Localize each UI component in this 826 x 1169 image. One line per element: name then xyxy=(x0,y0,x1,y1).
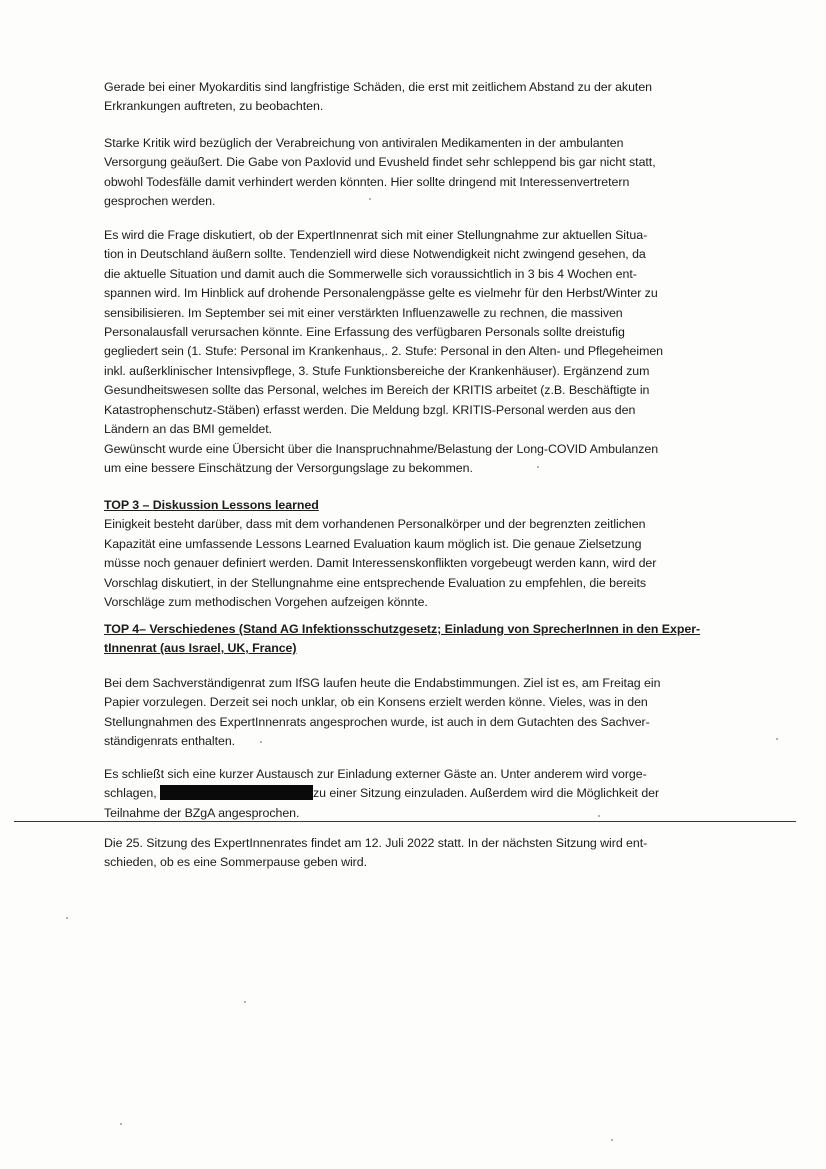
paragraph-guests xyxy=(104,765,716,823)
text-line: Personalausfall verursachen könnte. Eine Erfassung des verfügbaren Personals sollte dreistufig xyxy=(104,325,625,340)
text-line: Gerade bei einer Myokarditis sind langfristige Schäden, die erst mit zeitlichem Abstand zu der akuten xyxy=(104,80,652,94)
section-heading-top4 xyxy=(104,620,716,659)
text-line: müsse noch genauer definiert werden. Damit Interessenskonflikten vorgebeugt werden kann, wird der xyxy=(104,556,657,571)
paragraph-ifsg xyxy=(104,674,716,752)
text-line: Einigkeit besteht darüber, dass mit dem vorhandenen Personalkörper und der begrenzten zeitlichen xyxy=(104,517,646,532)
text-line: spannen wird. Im Hinblick auf drohende Personalengpässe gelte es vielmehr für den Herbst/Winter zu xyxy=(104,286,658,301)
scan-speck xyxy=(120,1123,122,1125)
text-line: die aktuelle Situation und damit auch die Sommerwelle sich voraussichtlich in 3 bis 4 Wochen ent- xyxy=(104,266,637,281)
section-heading-top3: TOP 3 – Diskussion Lessons learned xyxy=(104,498,319,512)
scan-speck xyxy=(611,1139,613,1141)
text-line: Erkrankungen auftreten, zu beobachten. xyxy=(104,99,324,114)
text-line: schieden, ob es eine Sommerpause geben wird. xyxy=(104,855,367,870)
scan-speck xyxy=(776,738,778,740)
text-line: Bei dem Sachverständigenrat zum IfSG laufen heute die Endabstimmungen. Ziel ist es, am Freitag ein xyxy=(104,676,661,690)
text-fragment: zu einer Sitzung einzuladen. Außerdem wird die Möglichkeit der xyxy=(312,786,660,801)
scan-speck xyxy=(369,198,371,200)
text-line: Versorgung geäußert. Die Gabe von Paxlovid und Evusheld findet sehr schleppend bis gar nicht statt, xyxy=(104,155,656,170)
redaction-bar xyxy=(160,785,313,800)
text-line: gesprochen werden. xyxy=(104,194,216,209)
text-line: gegliedert sein (1. Stufe: Personal im Krankenhaus,. 2. Stufe: Personal in den Alten- und Pflegeheimen xyxy=(104,344,664,359)
paragraph-statement-discussion xyxy=(104,226,716,439)
paragraph-antivirals xyxy=(104,134,716,212)
scan-speck xyxy=(598,815,600,817)
heading-line: tInnenrat (aus Israel, UK, France) xyxy=(104,641,297,656)
text-line: Papier vorzulegen. Derzeit sei noch unklar, ob ein Konsens erzielt werden könne. Vieles, was in den xyxy=(104,695,648,710)
text-line: inkl. außerklinischer Intensivpflege, 3. Stufe Funktionsbereiche der Krankenhäuser). Ergänzend zum xyxy=(104,363,650,378)
text-fragment: schlagen, xyxy=(104,786,160,801)
heading-line: TOP 4– Verschiedenes (Stand AG Infektionsschutzgesetz; Einladung von SprecherInnen in den Exper- xyxy=(104,622,701,636)
text-line: Katastrophenschutz-Stäben) erfasst werden. Die Meldung bzgl. KRITIS-Personal werden aus den xyxy=(104,402,636,417)
paragraph-long-covid xyxy=(104,440,716,479)
text-line: Es schließt sich eine kurzer Austausch zur Einladung externer Gäste an. Unter anderem wird vorge- xyxy=(104,767,647,781)
text-line: Gesundheitswesen sollte das Personal, welches im Bereich der KRITIS arbeitet (z.B. Beschäftigte in xyxy=(104,383,650,398)
text-line: Vorschlag diskutiert, in der Stellungnahme eine entsprechende Evaluation zu empfehlen, die bereits xyxy=(104,575,647,590)
text-line: obwohl Todesfälle damit verhindert werden könnten. Hier sollte dringend mit Interessenvertretern xyxy=(104,174,630,189)
scan-speck xyxy=(244,1001,246,1003)
paragraph-myokarditis xyxy=(104,78,716,117)
scan-speck xyxy=(260,741,262,743)
text-line: Starke Kritik wird bezüglich der Verabreichung von antiviralen Medikamenten in der ambulanten xyxy=(104,136,624,150)
text-line: Die 25. Sitzung des ExpertInnenrates findet am 12. Juli 2022 statt. In der nächsten Sitzung wird ent- xyxy=(104,836,648,850)
horizontal-divider xyxy=(14,821,796,822)
text-line: sensibilisieren. Im September sei mit einer verstärkten Influenzawelle zu rechnen, die massiven xyxy=(104,305,623,320)
text-line: Vorschläge zum methodischen Vorgehen aufzeigen könnte. xyxy=(104,595,428,610)
text-line: Stellungnahmen des ExpertInnenrats angesprochen wurde, ist auch in dem Gutachten des Sachver- xyxy=(104,714,650,729)
text-line: Gewünscht wurde eine Übersicht über die Inanspruchnahme/Belastung der Long-COVID Ambulanzen xyxy=(104,442,659,456)
text-line: Ländern an das BMI gemeldet. xyxy=(104,422,273,437)
text-line: tion in Deutschland äußern sollte. Tendenziell wird diese Notwendigkeit nicht zwingend gesehen, da xyxy=(104,247,646,262)
text-line xyxy=(104,784,716,803)
text-line: Teilnahme der BZgA angesprochen. xyxy=(104,805,300,820)
section-top3 xyxy=(104,496,716,612)
text-line: Es wird die Frage diskutiert, ob der ExpertInnenrat sich mit einer Stellungnahme zur aktuellen Situa- xyxy=(104,228,648,242)
text-line: um eine bessere Einschätzung der Versorgungslage zu bekommen. xyxy=(104,461,473,476)
text-line: ständigenrats enthalten. xyxy=(104,734,236,749)
paragraph-next-meeting xyxy=(104,834,716,873)
scan-speck xyxy=(537,466,539,468)
scan-speck xyxy=(66,917,68,919)
text-line: Kapazität eine umfassende Lessons Learned Evaluation kaum möglich ist. Die genaue Zielsetzung xyxy=(104,536,642,551)
